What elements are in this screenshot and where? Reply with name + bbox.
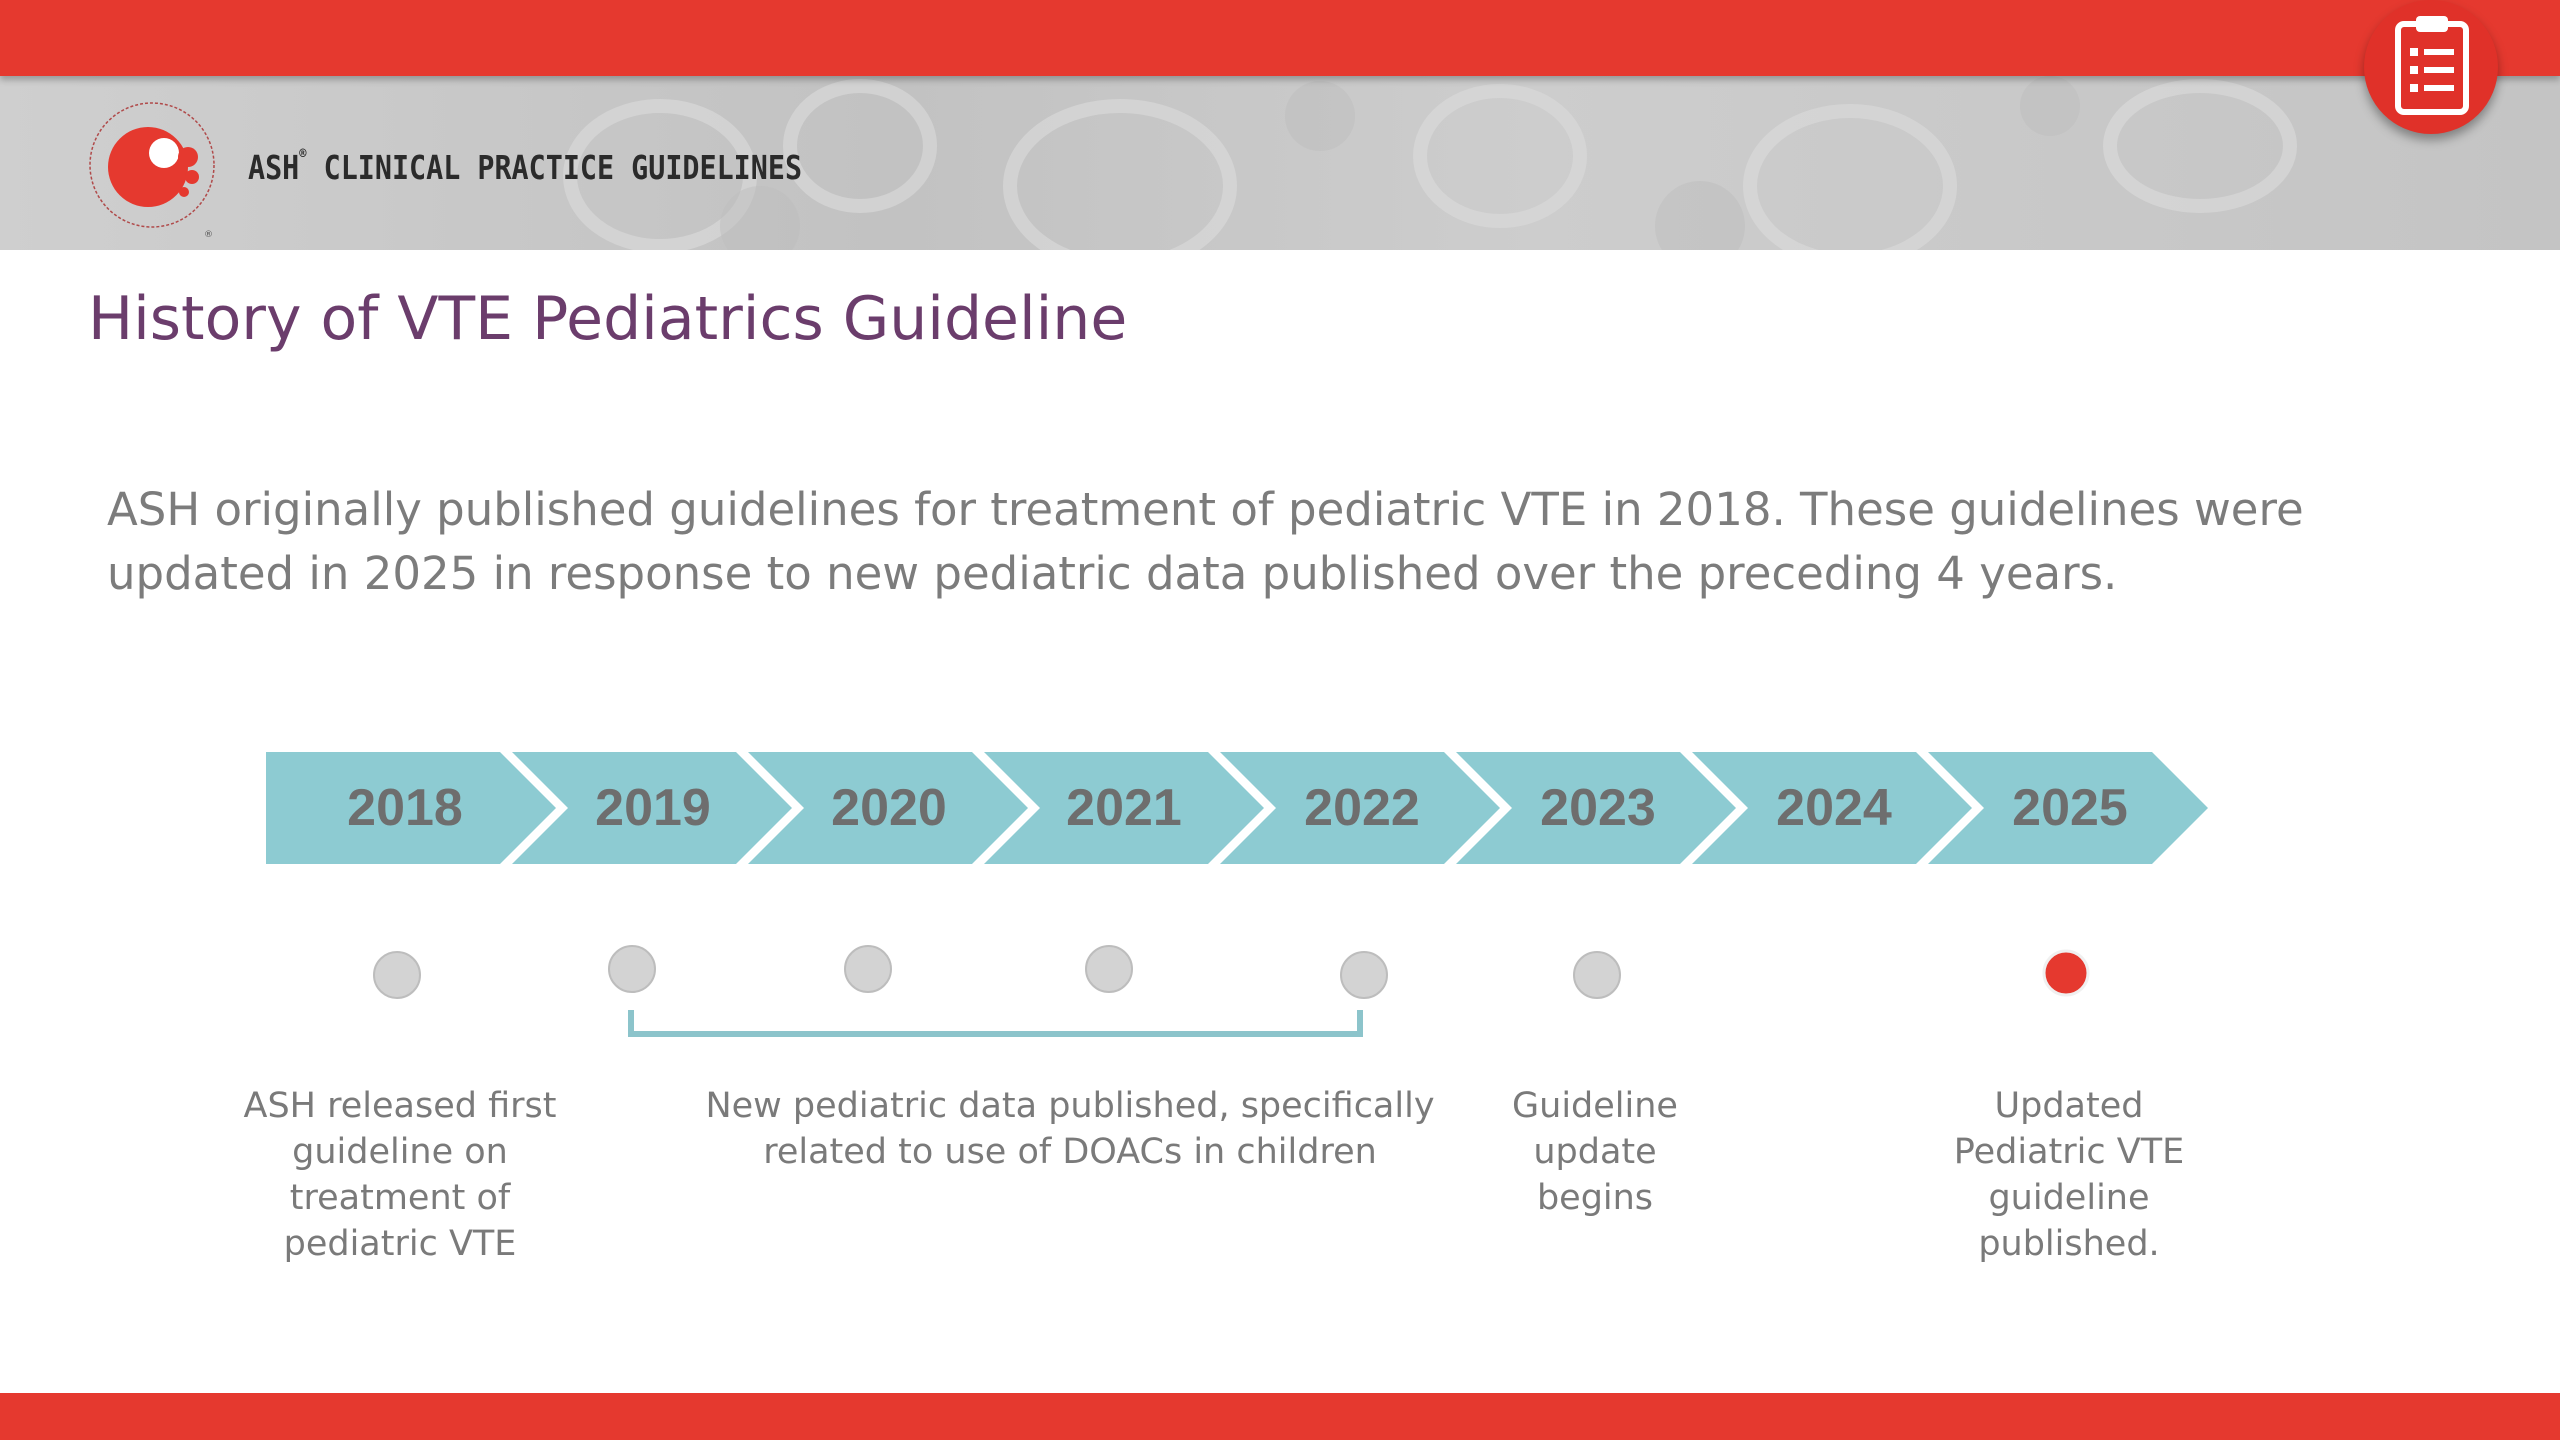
year-label-2018: 2018: [347, 779, 463, 837]
year-label-2024: 2024: [1776, 779, 1892, 837]
year-label-2025: 2025: [2012, 779, 2128, 837]
clipboard-list-icon: [2394, 14, 2470, 118]
event-new-pediatric-data: New pediatric data published, specifically related to use of DOACs in children: [705, 1086, 1435, 1172]
dot-2023: [1574, 952, 1620, 998]
top-accent-bar: [0, 0, 2560, 76]
data-period-bracket: [631, 1010, 1360, 1034]
brand-registered-mark: ®: [299, 146, 307, 162]
event-updated-guideline-published: Updated Pediatric VTE guideline published.: [1953, 1086, 2185, 1264]
brand-subtitle: CLINICAL PRACTICE GUIDELINES: [323, 148, 803, 187]
dot-2018: [374, 952, 420, 998]
year-label-2021: 2021: [1066, 779, 1182, 837]
intro-paragraph: ASH originally published guidelines for treatment of pediatric VTE in 2018. These guidelines were updated in 2025 in response to new pediatric data published over the preceding 4 years.: [107, 483, 2304, 600]
event-update-begins: Guideline update begins: [1512, 1086, 1678, 1218]
year-label-2020: 2020: [831, 779, 947, 837]
dot-2020: [845, 946, 891, 992]
dot-2022: [1341, 952, 1387, 998]
year-label-2023: 2023: [1540, 779, 1656, 837]
bottom-accent-bar: [0, 1393, 2560, 1440]
guidelines-clipboard-button[interactable]: [2364, 0, 2498, 134]
timeline-arrows: [266, 752, 2208, 864]
slide-title: History of VTE Pediatrics Guideline: [88, 284, 1128, 354]
year-label-2022: 2022: [1304, 779, 1420, 837]
dot-2025-highlight: [2044, 951, 2088, 995]
timeline-dots: [374, 946, 2088, 998]
event-first-guideline: ASH released first guideline on treatment of pediatric VTE: [243, 1086, 557, 1264]
svg-text:®: ®: [204, 230, 213, 240]
year-label-2019: 2019: [595, 779, 711, 837]
dot-2019: [609, 946, 655, 992]
brand-name: ASH: [248, 148, 300, 187]
dot-2021: [1086, 946, 1132, 992]
